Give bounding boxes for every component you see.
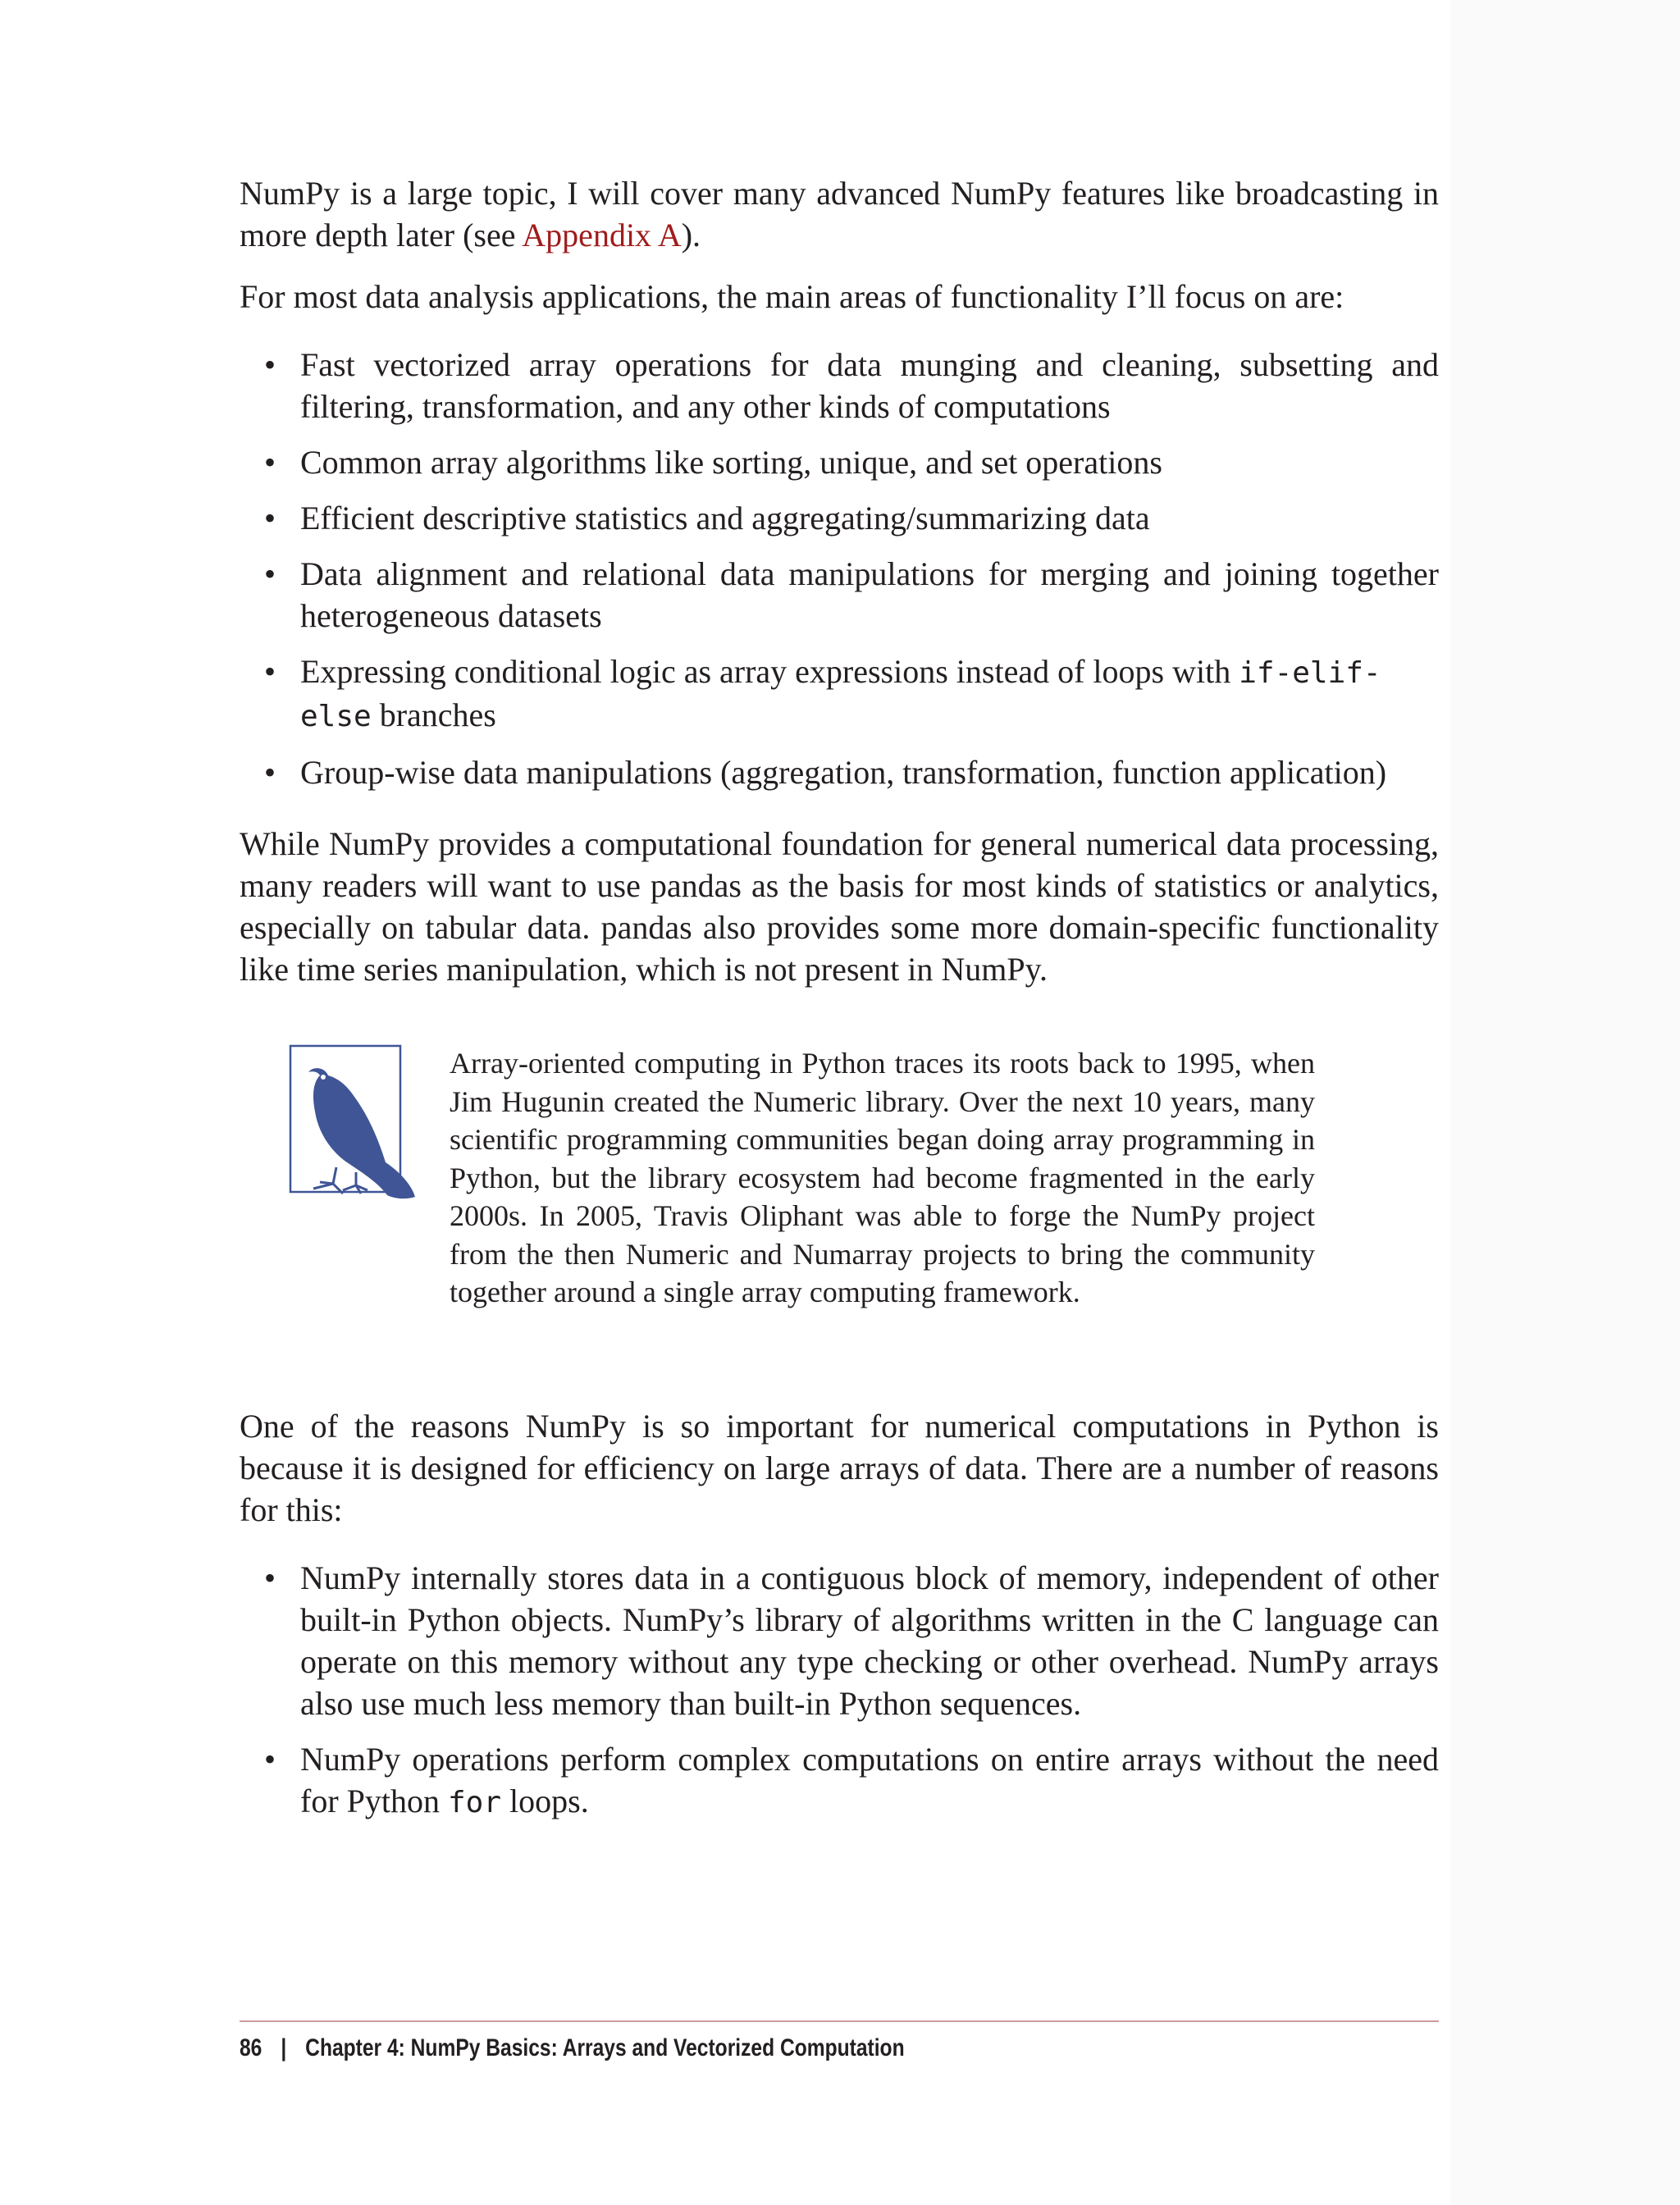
main-content [240, 172, 1439, 1824]
list-item-text: Expressing conditional logic as array expressions instead of loops with [300, 653, 1239, 690]
list-item [240, 441, 1439, 483]
list-item-text: Efficient descriptive statistics and aggregating/summarizing data [300, 500, 1150, 536]
code-else: else [300, 700, 372, 733]
list-item-text-end: branches [371, 696, 496, 733]
bullet-icon: • [264, 444, 276, 481]
bullet-icon: • [264, 555, 276, 592]
focus-paragraph: For most data analysis applications, the main areas of functionality I’ll focus on are: [240, 278, 1344, 315]
page-number: 86 [240, 2034, 262, 2061]
list-item [240, 553, 1439, 637]
chapter-title: Chapter 4: NumPy Basics: Arrays and Vectorized Computation [305, 2034, 905, 2061]
functionality-list [240, 344, 1439, 793]
bullet-icon: • [264, 653, 276, 690]
list-item-text: Fast vectorized array operations for data munging and cleaning, subsetting and filtering, transformation, and any other kinds of computations [300, 346, 1439, 425]
list-item [240, 651, 1439, 737]
list-item-text-end: loops. [501, 1783, 589, 1819]
list-item-text: NumPy internally stores data in a contiguous block of memory, independent of other built-in Python objects. NumPy’s library of algorithms written in the C language can operate on this memory without any type checking or other overhead. NumPy arrays also use much less memory than built-in Python sequences. [300, 1559, 1439, 1722]
list-item [240, 1557, 1439, 1724]
bullet-icon: • [264, 1741, 276, 1778]
list-item [240, 497, 1439, 539]
intro-text: NumPy is a large topic, I will cover many advanced NumPy features like broadcasting in more depth later (see [240, 175, 1439, 253]
list-item-text: Data alignment and relational data manipulations for merging and joining together heterogeneous datasets [300, 555, 1439, 634]
reasons-list [240, 1557, 1439, 1824]
list-item-text: Common array algorithms like sorting, unique, and set operations [300, 444, 1162, 481]
list-item [240, 751, 1439, 793]
bullet-icon: • [264, 346, 276, 383]
bullet-icon: • [264, 500, 276, 536]
code-for: for [448, 1786, 502, 1819]
pandas-paragraph: While NumPy provides a computational foundation for general numerical data processing, many readers will want to use pandas as the basis for most kinds of statistics or analytics, especially on tabular data. pandas also provides some more domain-specific functionality like time series manipulation, which is not present in NumPy. [240, 825, 1439, 988]
list-item [240, 344, 1439, 427]
page-margin-strip [1450, 0, 1680, 2205]
footer-rule [240, 2020, 1439, 2022]
bird-icon [289, 1044, 418, 1200]
list-item-text: Group-wise data manipulations (aggregation, transformation, function application) [300, 754, 1387, 791]
footer-separator: | [281, 2034, 287, 2061]
note-block [240, 1044, 1439, 1379]
bullet-icon: • [264, 754, 276, 791]
appendix-a-link[interactable]: Appendix A [522, 217, 682, 253]
page-footer [240, 2032, 905, 2065]
intro-text-end: ). [681, 217, 701, 253]
list-item [240, 1738, 1439, 1824]
efficiency-paragraph: One of the reasons NumPy is so important for numerical computations in Python is because it is designed for efficiency on large arrays of data. There are a number of reasons for this: [240, 1408, 1439, 1528]
note-text: Array-oriented computing in Python traces its roots back to 1995, when Jim Hugunin created the Numeric library. Over the next 10 years, many scientific programming communities began doing array programming in Python, but the library ecosystem had become fragmented in the early 2000s. In 2005, Travis Oliphant was able to forge the NumPy project from the then Numeric and Numarray projects to bring the community together around a single array computing framework. [450, 1047, 1315, 1308]
list-item-text: NumPy operations perform complex computations on entire arrays without the need for Python [300, 1741, 1439, 1819]
intro-paragraph [240, 172, 1439, 256]
bullet-icon: • [264, 1559, 276, 1596]
code-if-elif: if-elif- [1239, 656, 1381, 690]
